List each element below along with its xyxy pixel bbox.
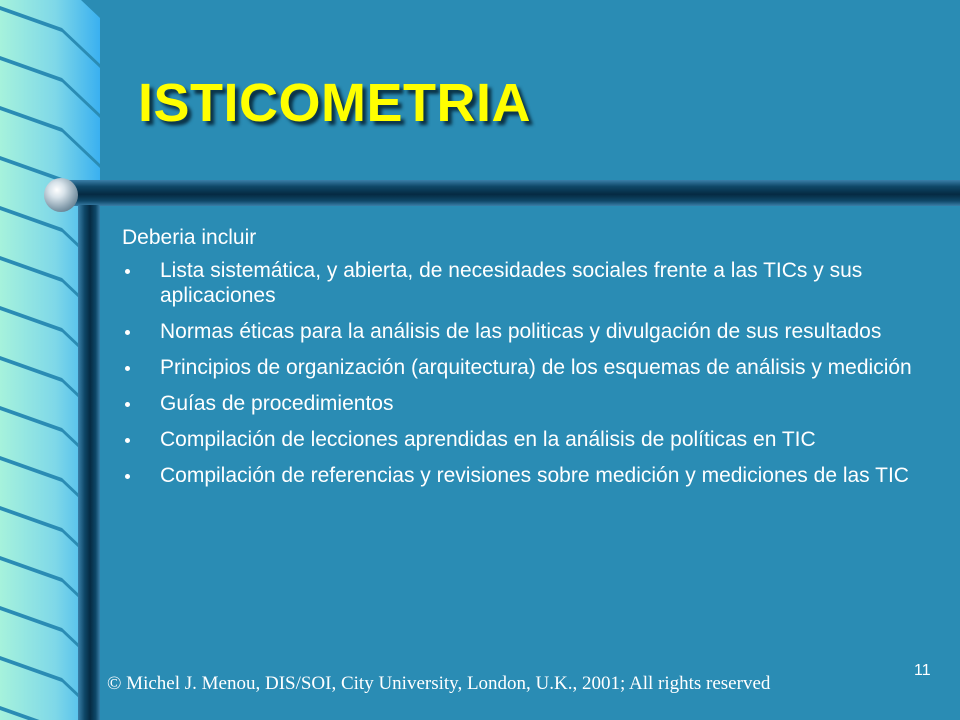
list-item-text: Compilación de referencias y revisiones sobre medición y mediciones de las TIC: [160, 464, 909, 487]
slide-title: ISTICOMETRIA: [138, 73, 531, 133]
bullet-list: [122, 258, 922, 488]
list-item-text: Compilación de lecciones aprendidas en la análisis de políticas en TIC: [160, 428, 816, 451]
copyright-footer: © Michel J. Menou, DIS/SOI, City University, London, U.K., 2001; All rights reserved: [107, 673, 771, 694]
bullet-dot-icon: [125, 366, 130, 371]
list-item-text: Guías de procedimientos: [160, 392, 394, 415]
list-item-text: Normas éticas para la análisis de las politicas y divulgación de sus resultados: [160, 320, 882, 343]
bullet-dot-icon: [125, 474, 130, 479]
list-item-text: Principios de organización (arquitectura) de los esquemas de análisis y medición: [160, 356, 912, 379]
bullet-dot-icon: [125, 402, 130, 407]
list-item: [122, 355, 922, 380]
horizontal-divider: [62, 180, 960, 206]
page-number: 11: [914, 662, 931, 679]
list-item: [122, 463, 922, 488]
bullet-dot-icon: [125, 438, 130, 443]
vertical-divider: [78, 205, 100, 720]
divider-knob: [44, 178, 78, 212]
list-item: [122, 391, 922, 416]
list-item-text: Lista sistemática, y abierta, de necesidades sociales frente a las TICs y sus aplicaciones: [160, 259, 863, 307]
list-item: [122, 427, 922, 452]
bullet-dot-icon: [125, 269, 130, 274]
list-item: [122, 319, 922, 344]
slide-body: [122, 225, 922, 499]
bullet-dot-icon: [125, 330, 130, 335]
list-item: [122, 258, 922, 308]
intro-text: Deberia incluir: [122, 226, 257, 249]
